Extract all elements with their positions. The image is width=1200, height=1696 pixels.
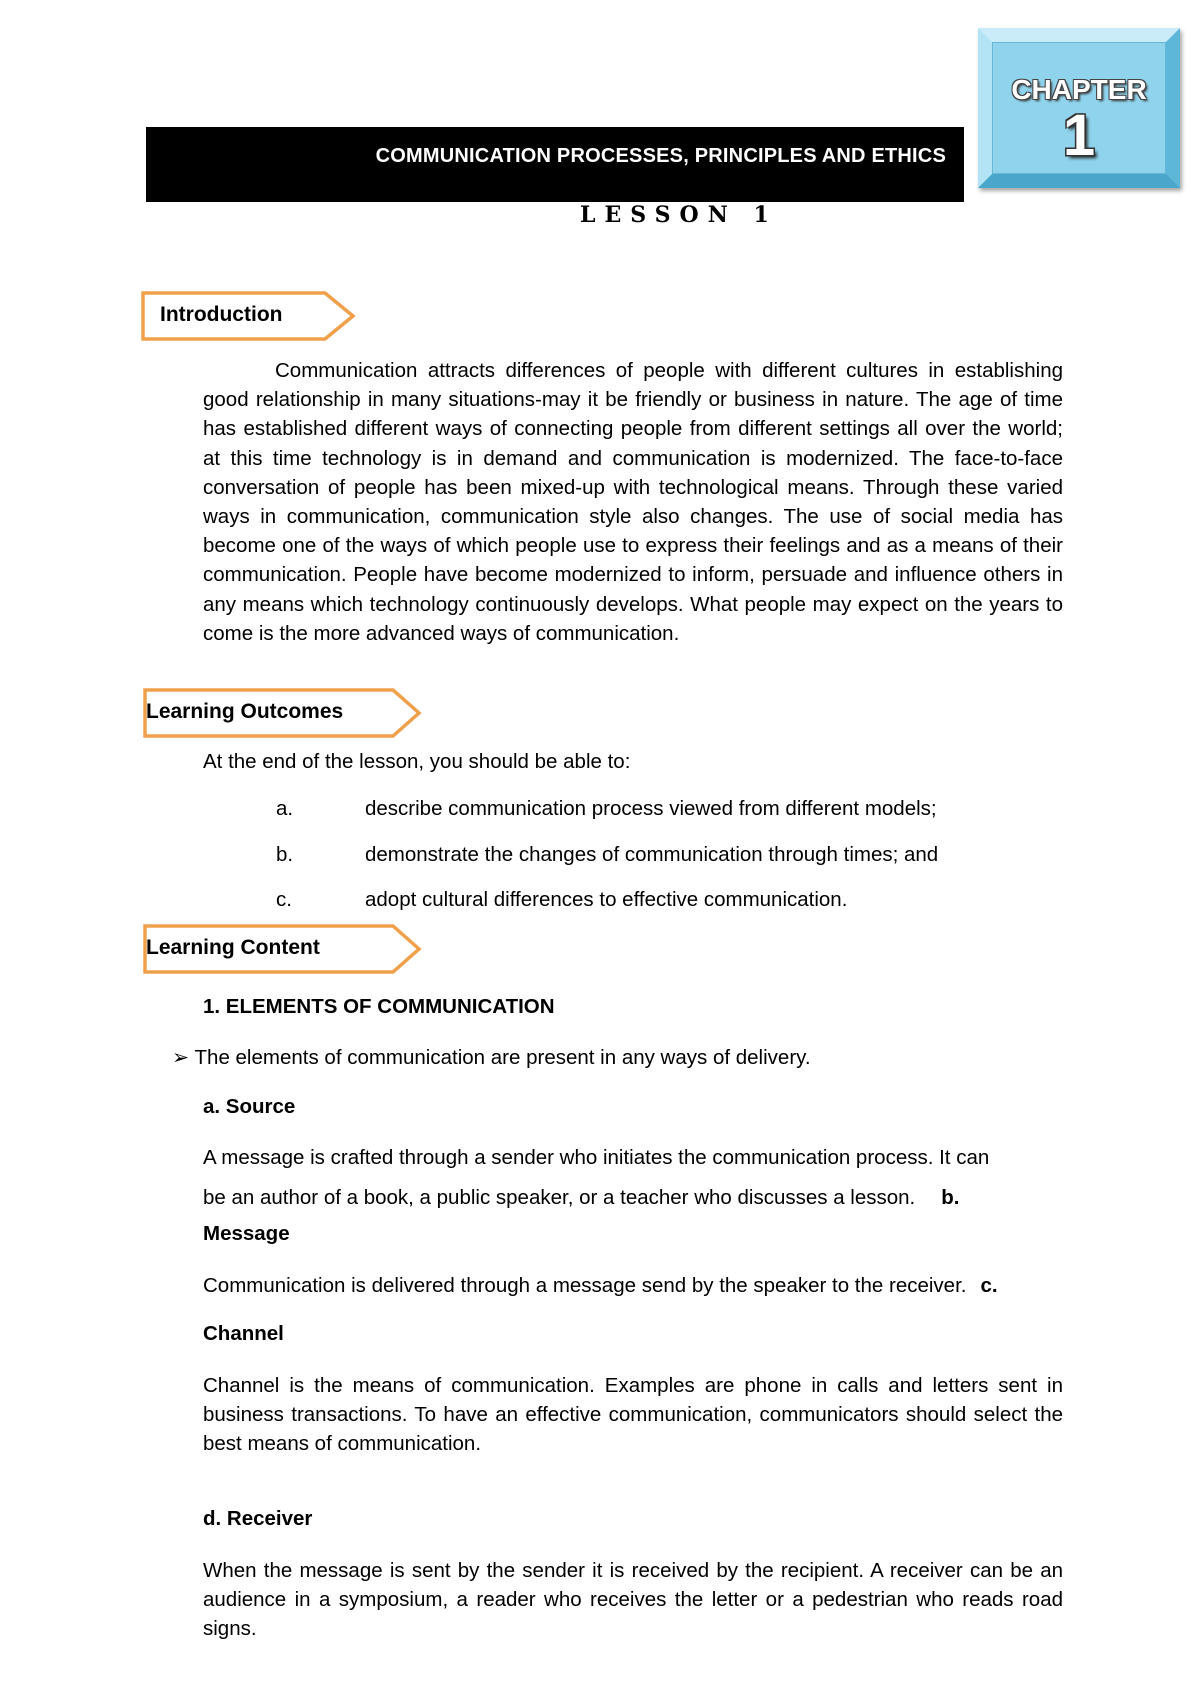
arrow-bullet-icon: ➢ <box>172 1046 190 1069</box>
chapter-badge <box>978 28 1180 188</box>
section-tag-learning-content <box>143 924 421 972</box>
message-text: Communication is delivered through a message send by the speaker to the receiver. c. <box>203 1274 998 1297</box>
channel-heading: Channel <box>203 1322 284 1345</box>
page-title: COMMUNICATION PROCESSES, PRINCIPLES AND ETHICS <box>375 145 946 167</box>
content-heading: 1. ELEMENTS OF COMMUNICATION <box>203 995 555 1018</box>
content-bullet: ➢ The elements of communication are present in any ways of delivery. <box>172 1046 811 1069</box>
source-heading: a. Source <box>203 1095 296 1118</box>
section-label-learning-outcomes: Learning Outcomes <box>146 700 344 723</box>
outcomes-lead: At the end of the lesson, you should be able to: <box>203 750 631 773</box>
introduction-paragraph: Communication attracts differences of people with different cultures in establishing good relationship in many situations-may it be friendly or business in nature. The age of time has established different ways of connecting people from different settings all over the world; at this time technology is in demand and communication is modernized. The face-to-face conversation of people has been mixed-up with technological means. Through these varied ways in communication, communication style also changes. The use of social media has become one of the ways of which people use to express their feelings and as a means of their communication. People have become modernized to inform, persuade and influence others in any means which technology continuously develops. What people may expect on the years to come is the more advanced ways of communication. <box>203 359 1063 645</box>
source-text-line1: A message is crafted through a sender who initiates the communication process. It can <box>203 1146 990 1169</box>
section-tag-learning-outcomes <box>143 688 421 736</box>
lesson-heading: LESSON 1 <box>580 202 778 228</box>
title-bar <box>146 127 964 202</box>
receiver-heading: d. Receiver <box>203 1507 313 1530</box>
receiver-text: When the message is sent by the sender it is received by the recipient. A receiver can be an audience in a symposium, a reader who receives the letter or a pedestrian who reads road signs. <box>203 1559 1063 1641</box>
chapter-label: CHAPTER <box>1011 74 1147 105</box>
channel-text: Channel is the means of communication. Examples are phone in calls and letters sent in business transactions. To have an effective communication, communicators should select the best means of communication. <box>203 1374 1063 1456</box>
chapter-number: 1 <box>1062 103 1096 168</box>
section-tag-introduction <box>141 291 355 339</box>
section-label-introduction: Introduction <box>160 303 283 326</box>
message-heading: Message <box>203 1222 290 1245</box>
section-label-learning-content: Learning Content <box>146 936 320 959</box>
source-text-line2: be an author of a book, a public speaker, or a teacher who discusses a lesson. b. <box>203 1186 960 1209</box>
